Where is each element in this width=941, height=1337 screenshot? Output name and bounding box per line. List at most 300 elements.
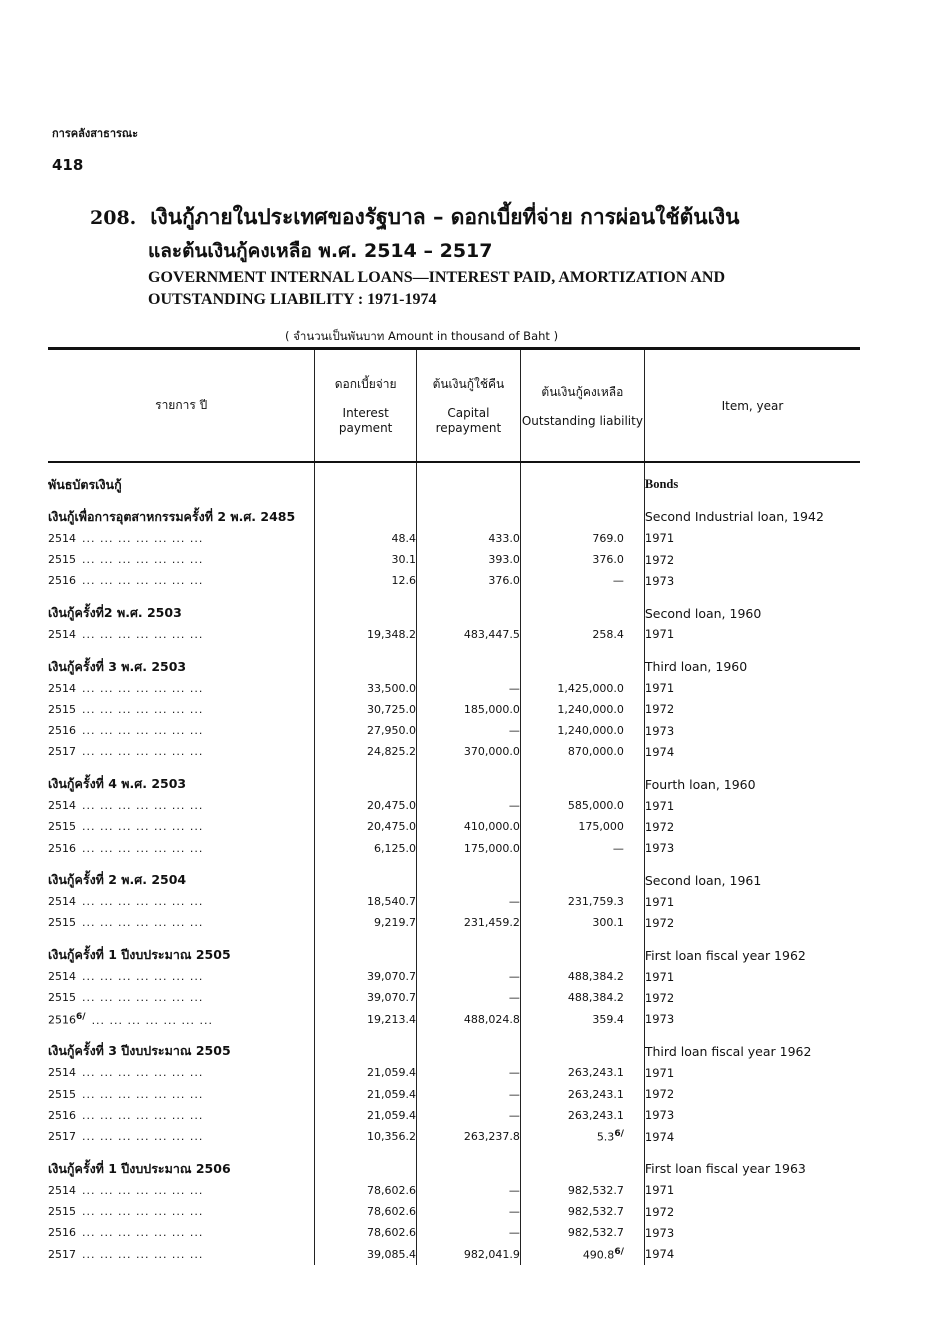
outstanding-value: [520, 912, 644, 933]
table-header-row: [48, 349, 860, 463]
interest-value: 78,602.6: [315, 1180, 417, 1201]
year-th: [48, 1126, 315, 1147]
outstanding-value: [520, 1062, 644, 1083]
year-en: 1971: [644, 1065, 675, 1080]
table-row: [48, 1126, 860, 1147]
spacer-row: [48, 934, 860, 945]
dot-leader: ... ... ... ... ... ... ...: [82, 1087, 204, 1101]
table-row: [48, 1083, 860, 1104]
capital-value: —: [416, 1222, 520, 1243]
empty-cell: [520, 474, 644, 495]
year-value: 2514: [48, 799, 76, 812]
spacer-cell: [520, 645, 644, 656]
interest-value: 27,950.0: [315, 720, 417, 741]
outstanding-value: [520, 677, 644, 698]
spacer-cell: [315, 859, 417, 870]
page-number: 418: [52, 156, 84, 174]
year-th: [48, 1009, 315, 1030]
year-th: [48, 912, 315, 933]
spacer-cell: [520, 495, 644, 506]
empty-cell: [315, 506, 417, 527]
capital-value: —: [416, 1083, 520, 1104]
spacer-cell: [644, 934, 860, 945]
year-en: 1971: [644, 627, 675, 642]
year-th: [48, 891, 315, 912]
dot-leader: ... ... ... ... ... ... ...: [82, 702, 204, 716]
empty-cell: [520, 506, 644, 527]
outstanding-number: 175,000: [578, 820, 624, 834]
empty-cell: [416, 945, 520, 966]
capital-value: —: [416, 1180, 520, 1201]
year-th: [48, 1062, 315, 1083]
col-capital-th: ต้นเงินกู้ใช้คืน: [432, 377, 505, 391]
table-row: [48, 1244, 860, 1265]
spacer-cell: [416, 763, 520, 774]
outstanding-value: [520, 795, 644, 816]
year-th: [48, 1222, 315, 1243]
spacer-cell: [416, 495, 520, 506]
year-en: 1973: [644, 1225, 675, 1240]
spacer-cell: [520, 591, 644, 602]
interest-value: 78,602.6: [315, 1222, 417, 1243]
outstanding-value: [520, 1222, 644, 1243]
dot-leader: ... ... ... ... ... ... ...: [82, 799, 204, 812]
outstanding-value: [520, 528, 644, 549]
year-value: 2515: [48, 916, 76, 930]
outstanding-number: —: [612, 841, 624, 855]
dot-leader: ... ... ... ... ... ... ...: [82, 820, 204, 834]
spacer-cell: [315, 591, 417, 602]
col-interest: [315, 349, 417, 463]
spacer-row: [48, 763, 860, 774]
empty-cell: [315, 656, 417, 677]
table-row: [48, 1180, 860, 1201]
year-en: 1974: [644, 1129, 675, 1144]
outstanding-number: 982,532.7: [567, 1226, 624, 1240]
year-th: [48, 720, 315, 741]
dot-leader: ... ... ... ... ... ... ...: [82, 724, 204, 738]
empty-cell: [315, 1158, 417, 1179]
outstanding-number: 5.3: [596, 1130, 615, 1144]
year-th: [48, 699, 315, 720]
year-th: [48, 966, 315, 987]
group-label-en: Second loan, 1960: [644, 605, 762, 621]
table-row: [48, 1222, 860, 1243]
outstanding-value: [520, 1105, 644, 1126]
capital-value: —: [416, 1105, 520, 1126]
col-outstanding-th: ต้นเงินกู้คงเหลือ: [541, 384, 624, 399]
interest-value: 21,059.4: [315, 1105, 417, 1126]
year-th: [48, 1083, 315, 1104]
year-en: 1971: [644, 798, 675, 813]
spacer-cell: [644, 1030, 860, 1041]
outstanding-value: [520, 624, 644, 645]
table-row: [48, 720, 860, 741]
outstanding-number: —: [612, 574, 624, 588]
year-value: 2517: [48, 745, 76, 759]
empty-cell: [416, 602, 520, 623]
group-label-th: เงินกู้ครั้งที่2 พ.ศ. 2503: [48, 605, 182, 621]
outstanding-value: [520, 1083, 644, 1104]
spacer-cell: [520, 859, 644, 870]
spacer-cell: [644, 495, 860, 506]
capital-value: 185,000.0: [416, 699, 520, 720]
interest-value: 6,125.0: [315, 837, 417, 858]
interest-value: 20,475.0: [315, 795, 417, 816]
year-en: 1972: [644, 702, 675, 717]
outstanding-number: 376.0: [592, 553, 624, 567]
table-body: [48, 462, 860, 1265]
empty-cell: [416, 506, 520, 527]
group-row: [48, 945, 860, 966]
year-en: 1972: [644, 552, 675, 567]
year-en: 1973: [644, 1108, 675, 1123]
year-th: [48, 570, 315, 591]
year-value: 2515: [48, 702, 76, 716]
dot-leader: ... ... ... ... ... ... ...: [82, 1205, 204, 1219]
group-row: [48, 656, 860, 677]
year-th: [48, 741, 315, 762]
year-th: [48, 1180, 315, 1201]
group-row: [48, 1041, 860, 1062]
spacer-cell: [416, 1147, 520, 1158]
spacer-cell: [315, 645, 417, 656]
empty-cell: [520, 1158, 644, 1179]
interest-value: 78,602.6: [315, 1201, 417, 1222]
col-capital-en: Capital repayment: [435, 406, 502, 435]
spacer-row: [48, 591, 860, 602]
interest-value: 30,725.0: [315, 699, 417, 720]
year-value: 2514: [48, 627, 76, 641]
outstanding-value: [520, 741, 644, 762]
year-en: 1971: [644, 894, 675, 909]
group-label-th: เงินกู้ครั้งที่ 1 ปีงบประมาณ 2505: [48, 947, 231, 963]
empty-cell: [520, 774, 644, 795]
spacer-cell: [520, 934, 644, 945]
outstanding-number: 488,384.2: [567, 991, 624, 1005]
outstanding-value: [520, 1126, 644, 1147]
group-label-th: เงินกู้ครั้งที่ 3 พ.ศ. 2503: [48, 658, 187, 674]
outstanding-value: [520, 966, 644, 987]
outstanding-value: [520, 720, 644, 741]
group-label-en: First loan fiscal year 1963: [644, 1161, 806, 1177]
outstanding-value: [520, 1009, 644, 1030]
spacer-cell: [48, 1147, 315, 1158]
year-th: [48, 624, 315, 645]
capital-value: 393.0: [416, 549, 520, 570]
capital-value: —: [416, 966, 520, 987]
group-label-en: Third loan, 1960: [644, 659, 748, 675]
interest-value: 9,219.7: [315, 912, 417, 933]
year-th: [48, 987, 315, 1008]
capital-value: —: [416, 720, 520, 741]
group-row: [48, 774, 860, 795]
empty-cell: [315, 602, 417, 623]
dot-leader: ... ... ... ... ... ... ...: [82, 1108, 204, 1122]
year-en: 1973: [644, 841, 675, 856]
interest-value: 18,540.7: [315, 891, 417, 912]
empty-cell: [315, 474, 417, 495]
table-row: [48, 624, 860, 645]
interest-value: 21,059.4: [315, 1062, 417, 1083]
spacer-row: [48, 1147, 860, 1158]
spacer-row: [48, 462, 860, 474]
interest-value: 10,356.2: [315, 1126, 417, 1147]
outstanding-number: 359.4: [592, 1012, 624, 1026]
group-row: [48, 1158, 860, 1179]
spacer-cell: [644, 1147, 860, 1158]
outstanding-number: 1,240,000.0: [557, 702, 624, 716]
year-th: [48, 1244, 315, 1265]
english-title-line-1: GOVERNMENT INTERNAL LOANS—INTEREST PAID, AMORTIZATION AND: [148, 269, 726, 286]
outstanding-number: 769.0: [592, 531, 624, 545]
col-outstanding-en: Outstanding liability: [521, 413, 643, 428]
dot-leader: ... ... ... ... ... ... ...: [82, 531, 204, 545]
interest-value: 12.6: [315, 570, 417, 591]
empty-cell: [315, 945, 417, 966]
year-value: 2517: [48, 1130, 76, 1144]
empty-cell: [416, 1158, 520, 1179]
capital-value: 175,000.0: [416, 837, 520, 858]
year-en: 1971: [644, 681, 675, 696]
year-th: [48, 795, 315, 816]
capital-value: —: [416, 1201, 520, 1222]
interest-value: 48.4: [315, 528, 417, 549]
group-label-en: Second Industrial loan, 1942: [644, 509, 824, 525]
spacer-cell: [644, 462, 860, 474]
outstanding-value: [520, 1244, 644, 1265]
empty-cell: [416, 474, 520, 495]
group-row: [48, 506, 860, 527]
dot-leader: ... ... ... ... ... ... ...: [82, 627, 204, 641]
footnote-mark: 6/: [614, 1129, 624, 1140]
interest-value: 33,500.0: [315, 677, 417, 698]
spacer-cell: [644, 859, 860, 870]
table-row: [48, 741, 860, 762]
year-th: [48, 677, 315, 698]
spacer-cell: [48, 763, 315, 774]
spacer-row: [48, 645, 860, 656]
year-en: 1974: [644, 744, 675, 759]
empty-cell: [520, 602, 644, 623]
year-th: [48, 1201, 315, 1222]
table-row: [48, 891, 860, 912]
col-interest-th: ดอกเบี้ยจ่าย: [334, 377, 397, 391]
thai-title-line-2: และต้นเงินกู้คงเหลือ พ.ศ. 2514 – 2517: [148, 240, 493, 262]
spacer-cell: [48, 495, 315, 506]
col-interest-en: Interest payment: [338, 406, 393, 435]
dot-leader: ... ... ... ... ... ... ...: [82, 1247, 204, 1261]
empty-cell: [520, 945, 644, 966]
dot-leader: ... ... ... ... ... ... ...: [82, 991, 204, 1005]
outstanding-number: 258.4: [592, 627, 624, 641]
group-label-th: เงินกู้ครั้งที่ 1 ปีงบประมาณ 2506: [48, 1160, 231, 1176]
table-row: [48, 528, 860, 549]
spacer-cell: [416, 1030, 520, 1041]
table-row: [48, 795, 860, 816]
capital-value: —: [416, 677, 520, 698]
interest-value: 19,213.4: [315, 1009, 417, 1030]
table-row: [48, 677, 860, 698]
outstanding-value: [520, 1201, 644, 1222]
capital-value: 433.0: [416, 528, 520, 549]
capital-value: 263,237.8: [416, 1126, 520, 1147]
footnote-mark: 6/: [76, 1011, 86, 1022]
year-value: 2515: [48, 1087, 76, 1101]
year-value: 2516: [48, 1108, 76, 1122]
group-label-th: เงินกู้ครั้งที่ 2 พ.ศ. 2504: [48, 872, 187, 888]
capital-value: 488,024.8: [416, 1009, 520, 1030]
table-row: [48, 816, 860, 837]
outstanding-number: 982,532.7: [567, 1183, 624, 1197]
spacer-cell: [416, 645, 520, 656]
capital-value: 483,447.5: [416, 624, 520, 645]
spacer-cell: [520, 1030, 644, 1041]
year-en: 1972: [644, 819, 675, 834]
interest-value: 39,070.7: [315, 987, 417, 1008]
spacer-cell: [520, 1147, 644, 1158]
group-row: [48, 870, 860, 891]
outstanding-number: 982,532.7: [567, 1205, 624, 1219]
group-label-th: เงินกู้ครั้งที่ 3 ปีงบประมาณ 2505: [48, 1043, 231, 1059]
dot-leader: ... ... ... ... ... ... ...: [82, 970, 204, 984]
table-row: [48, 699, 860, 720]
interest-value: 21,059.4: [315, 1083, 417, 1104]
empty-cell: [416, 1041, 520, 1062]
capital-value: —: [416, 1062, 520, 1083]
year-value: 2516: [48, 574, 76, 588]
outstanding-number: 263,243.1: [567, 1087, 624, 1101]
spacer-cell: [644, 763, 860, 774]
outstanding-value: [520, 891, 644, 912]
year-en: 1972: [644, 1204, 675, 1219]
empty-cell: [315, 870, 417, 891]
group-label-en: Fourth loan, 1960: [644, 776, 756, 792]
capital-value: 231,459.2: [416, 912, 520, 933]
spacer-row: [48, 1030, 860, 1041]
year-en: 1973: [644, 723, 675, 738]
group-label-th: เงินกู้ครั้งที่ 4 พ.ศ. 2503: [48, 776, 187, 792]
outstanding-value: [520, 570, 644, 591]
empty-cell: [520, 656, 644, 677]
year-value: 2515: [48, 991, 76, 1005]
outstanding-number: 300.1: [592, 916, 624, 930]
group-label-en: Third loan fiscal year 1962: [644, 1043, 812, 1059]
year-value: 2515: [48, 1205, 76, 1219]
table-row: [48, 966, 860, 987]
spacer-cell: [315, 1030, 417, 1041]
interest-value: 20,475.0: [315, 816, 417, 837]
table-row: [48, 987, 860, 1008]
empty-cell: [315, 1041, 417, 1062]
dot-leader: ... ... ... ... ... ... ...: [82, 1226, 204, 1240]
spacer-cell: [416, 462, 520, 474]
year-th: [48, 528, 315, 549]
spacer-cell: [315, 462, 417, 474]
spacer-cell: [315, 1147, 417, 1158]
spacer-cell: [48, 462, 315, 474]
outstanding-number: 585,000.0: [567, 799, 624, 812]
year-value: 2516: [48, 724, 76, 738]
spacer-cell: [315, 934, 417, 945]
year-value: 2514: [48, 531, 76, 545]
capital-value: —: [416, 795, 520, 816]
spacer-cell: [416, 859, 520, 870]
spacer-cell: [416, 591, 520, 602]
thai-title-line-1: [90, 200, 870, 235]
outstanding-number: 1,240,000.0: [557, 724, 624, 738]
year-value: 2514: [48, 1066, 76, 1080]
thai-title-text-1: เงินกู้ภายในประเทศของรัฐบาล – ดอกเบี้ยที่จ่าย การผ่อนใช้ต้นเงิน: [150, 205, 740, 229]
dot-leader: ... ... ... ... ... ... ...: [82, 553, 204, 567]
running-header: การคลังสาธารณะ: [52, 127, 139, 140]
year-value: 2517: [48, 1247, 76, 1261]
table-title: [90, 200, 870, 311]
year-th: [48, 1105, 315, 1126]
spacer-cell: [520, 462, 644, 474]
table-row: [48, 1062, 860, 1083]
interest-value: 39,085.4: [315, 1244, 417, 1265]
empty-cell: [416, 870, 520, 891]
dot-leader: ... ... ... ... ... ... ...: [82, 916, 204, 930]
dot-leader: ... ... ... ... ... ... ...: [82, 1183, 204, 1197]
outstanding-value: [520, 1180, 644, 1201]
table-number: 208.: [90, 207, 137, 229]
section-label-th: พันธบัตรเงินกู้: [48, 476, 122, 492]
spacer-cell: [520, 763, 644, 774]
year-value: 2514: [48, 1183, 76, 1197]
col-capital: [416, 349, 520, 463]
spacer-cell: [315, 495, 417, 506]
year-value: 2514: [48, 895, 76, 909]
outstanding-number: 870,000.0: [567, 745, 624, 759]
interest-value: 19,348.2: [315, 624, 417, 645]
section-row: [48, 474, 860, 495]
section-label-en: Bonds: [644, 477, 679, 492]
table-row: [48, 570, 860, 591]
spacer-cell: [644, 645, 860, 656]
spacer-cell: [48, 934, 315, 945]
dot-leader: ... ... ... ... ... ... ...: [82, 841, 204, 855]
year-en: 1973: [644, 1012, 675, 1027]
table-row: [48, 549, 860, 570]
spacer-cell: [315, 763, 417, 774]
group-label-en: Second loan, 1961: [644, 872, 762, 888]
col-item-en: Item, year: [644, 349, 860, 463]
year-en: 1971: [644, 1183, 675, 1198]
dot-leader: ... ... ... ... ... ... ...: [91, 1013, 213, 1027]
year-en: 1972: [644, 1087, 675, 1102]
empty-cell: [315, 774, 417, 795]
dot-leader: ... ... ... ... ... ... ...: [82, 574, 204, 588]
capital-value: —: [416, 987, 520, 1008]
spacer-cell: [48, 645, 315, 656]
year-th: [48, 816, 315, 837]
year-en: 1971: [644, 531, 675, 546]
spacer-row: [48, 859, 860, 870]
outstanding-value: [520, 816, 644, 837]
col-item-th: รายการ ปี: [48, 349, 315, 463]
unit-note: ( จำนวนเป็นพันบาท Amount in thousand of Baht ): [285, 329, 559, 343]
empty-cell: [520, 1041, 644, 1062]
empty-cell: [520, 870, 644, 891]
dot-leader: ... ... ... ... ... ... ...: [82, 745, 204, 759]
footnote-mark: 6/: [614, 1246, 624, 1257]
group-label-th: เงินกู้เพื่อการอุตสาหกรรมครั้งที่ 2 พ.ศ. 2485: [48, 508, 296, 524]
empty-cell: [416, 774, 520, 795]
group-row: [48, 602, 860, 623]
table-row: [48, 1009, 860, 1030]
